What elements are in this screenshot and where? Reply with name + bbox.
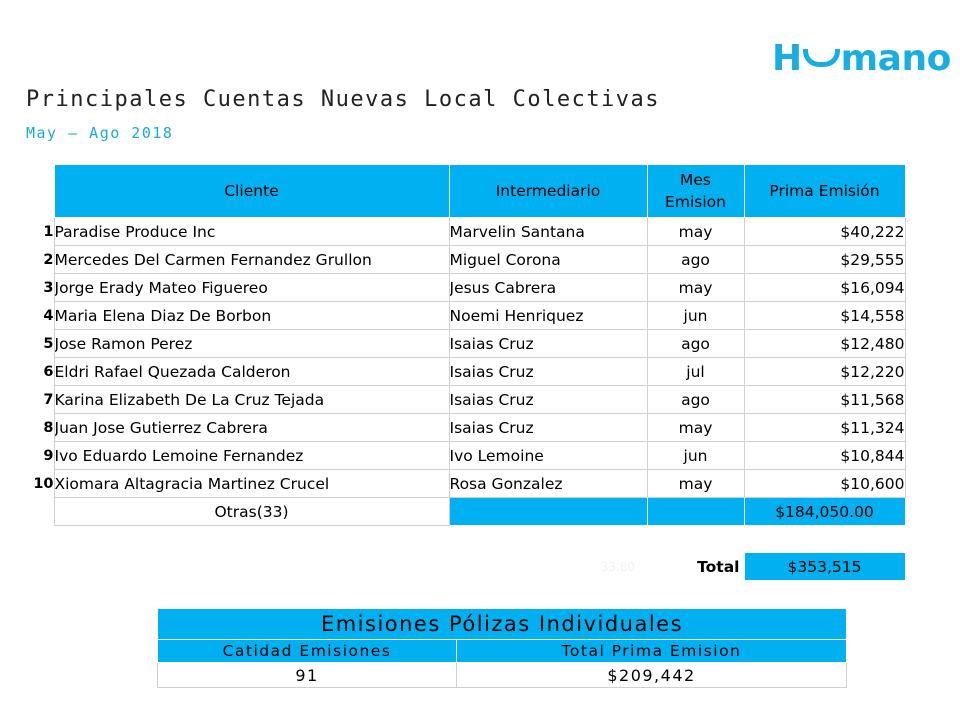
intermediario-cell: Rosa Gonzalez — [449, 470, 647, 498]
mes-cell: ago — [647, 330, 744, 358]
header-intermediario: Intermediario — [449, 165, 647, 218]
intermediario-cell: Isaias Cruz — [449, 330, 647, 358]
otras-intermediario-cell — [449, 498, 647, 526]
intermediario-cell: Ivo Lemoine — [449, 442, 647, 470]
mes-cell: may — [647, 414, 744, 442]
table-row — [24, 246, 905, 274]
total-row — [24, 553, 905, 581]
rank-number: 5 — [43, 335, 54, 352]
emisiones-total-value: $209,442 — [457, 663, 847, 688]
rank-number: 2 — [43, 251, 54, 268]
total-value: $353,515 — [744, 553, 905, 581]
cliente-cell: Jose Ramon Perez — [54, 330, 449, 358]
rank-number: 7 — [43, 391, 54, 408]
mes-cell: jun — [647, 442, 744, 470]
cliente-cell: Mercedes Del Carmen Fernandez Grullon — [54, 246, 449, 274]
cliente-cell: Maria Elena Diaz De Borbon — [54, 302, 449, 330]
otras-row — [24, 498, 905, 526]
mes-cell: ago — [647, 246, 744, 274]
table-row — [24, 442, 905, 470]
table-row — [24, 386, 905, 414]
mes-cell: may — [647, 274, 744, 302]
table-row — [24, 274, 905, 302]
prima-cell: $10,600 — [744, 470, 905, 498]
prima-cell: $12,480 — [744, 330, 905, 358]
emisiones-title: Emisiones Pólizas Individuales — [158, 609, 847, 640]
page-title: Principales Cuentas Nuevas Local Colectivas — [26, 87, 661, 112]
cliente-cell: Juan Jose Gutierrez Cabrera — [54, 414, 449, 442]
emisiones-cantidad-value: 91 — [158, 663, 457, 688]
table-header-row — [24, 165, 905, 218]
mes-cell: ago — [647, 386, 744, 414]
table-row — [24, 330, 905, 358]
rank-number: 10 — [33, 475, 54, 492]
intermediario-cell: Isaias Cruz — [449, 358, 647, 386]
cliente-cell: Eldri Rafael Quezada Calderon — [54, 358, 449, 386]
intermediario-cell: Miguel Corona — [449, 246, 647, 274]
intermediario-cell: Isaias Cruz — [449, 414, 647, 442]
prima-cell: $10,844 — [744, 442, 905, 470]
intermediario-cell: Marvelin Santana — [449, 218, 647, 246]
page-subtitle: May – Ago 2018 — [26, 124, 174, 142]
rank-number: 1 — [43, 223, 54, 240]
table-row — [24, 470, 905, 498]
faint-value: 33.80 — [600, 559, 635, 574]
prima-cell: $29,555 — [744, 246, 905, 274]
cliente-cell: Karina Elizabeth De La Cruz Tejada — [54, 386, 449, 414]
header-mes-emision: Mes Emision — [647, 165, 744, 218]
prima-cell: $16,094 — [744, 274, 905, 302]
table-row — [24, 358, 905, 386]
intermediario-cell: Isaias Cruz — [449, 386, 647, 414]
cliente-cell: Ivo Eduardo Lemoine Fernandez — [54, 442, 449, 470]
table-row — [24, 302, 905, 330]
otras-prima: $184,050.00 — [744, 498, 905, 526]
prima-cell: $40,222 — [744, 218, 905, 246]
prima-cell: $14,558 — [744, 302, 905, 330]
total-label: Total — [697, 557, 740, 576]
rank-number: 6 — [43, 363, 54, 380]
emisiones-header-cantidad: Catidad Emisiones — [158, 640, 457, 663]
emisiones-header-total: Total Prima Emision — [457, 640, 847, 663]
rank-header — [24, 165, 54, 218]
cliente-cell: Paradise Produce Inc — [54, 218, 449, 246]
mes-cell: jun — [647, 302, 744, 330]
header-prima-emision: Prima Emisión — [744, 165, 905, 218]
prima-cell: $11,568 — [744, 386, 905, 414]
accounts-table — [24, 164, 906, 581]
rank-number: 9 — [43, 447, 54, 464]
table-row — [24, 414, 905, 442]
otras-rank — [24, 498, 54, 526]
rank-number: 3 — [43, 279, 54, 296]
mes-cell: jul — [647, 358, 744, 386]
prima-cell: $11,324 — [744, 414, 905, 442]
otras-label: Otras(33) — [54, 498, 449, 526]
mes-cell: may — [647, 470, 744, 498]
emisiones-table — [157, 608, 847, 688]
intermediario-cell: Jesus Cabrera — [449, 274, 647, 302]
otras-mes-cell — [647, 498, 744, 526]
humano-logo: H mano — [772, 38, 951, 79]
header-cliente: Cliente — [54, 165, 449, 218]
rank-number: 8 — [43, 419, 54, 436]
rank-number: 4 — [43, 307, 54, 324]
mes-cell: may — [647, 218, 744, 246]
table-row — [24, 218, 905, 246]
cliente-cell: Jorge Erady Mateo Figuereo — [54, 274, 449, 302]
spacer-row — [24, 526, 905, 553]
prima-cell: $12,220 — [744, 358, 905, 386]
cliente-cell: Xiomara Altagracia Martinez Crucel — [54, 470, 449, 498]
logo-smile-mark — [803, 49, 840, 67]
intermediario-cell: Noemi Henriquez — [449, 302, 647, 330]
